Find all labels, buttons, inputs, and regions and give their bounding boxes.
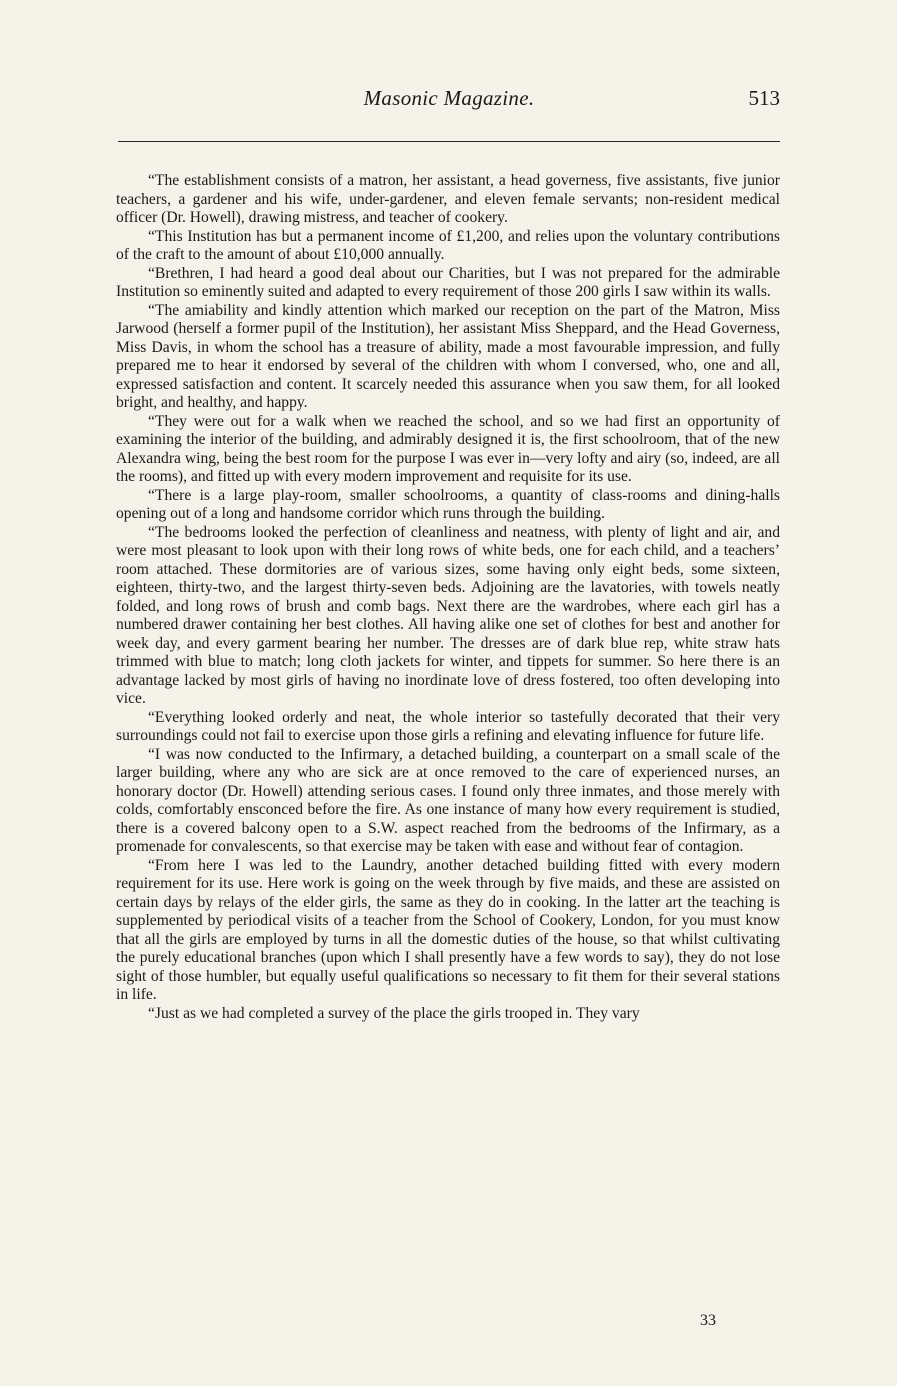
paragraph-reception: “The amiability and kindly attention which marked our reception on the part of the Matron, Miss Jarwood (herself a former pupil of the Institution), her assistant Miss Sheppard, and the Head Governess, Miss Davis, in whom the school has a treasure of ability, made a most favourable impression, and fully prepared me to hear it endorsed by several of the children with whom I conversed, who, one and all, expressed satisfaction and content. It scarcely needed this assurance when you saw them, for all looked bright, and healthy, and happy. — [116, 301, 780, 411]
paragraph-income: “This Institution has but a permanent income of £1,200, and relies upon the voluntary contributions of the craft to the amount of about £10,000 annually. — [116, 227, 780, 263]
paragraph-charities: “Brethren, I had heard a good deal about our Charities, but I was not prepared for the admirable Institution so eminently suited and adapted to every requirement of those 200 girls I saw within its walls. — [116, 264, 780, 300]
paragraph-laundry: “From here I was led to the Laundry, another detached building fitted with every modern requirement for its use. Here work is going on the week through by five maids, and these are assisted on certain days by relays of the elder girls, the same as they do in cooking. In the latter art the teaching is supplemented by periodical visits of a teacher from the School of Cookery, London, for you must know that all the girls are employed by turns in all the domestic duties of the house, so that whilst cultivating the purely educational branches (upon which I shall presently have a few words to say), they do not lose sight of those humbler, but equally useful qualifications so necessary to fit them for their several stations in life. — [116, 856, 780, 1003]
article-body — [116, 172, 780, 1023]
paragraph-schoolroom: “They were out for a walk when we reached the school, and so we had first an opportunity of examining the interior of the building, and admirably designed it is, the first schoolroom, that of the new Alexandra wing, being the best room for the purpose I was ever in—very lofty and airy (so, indeed, are all the rooms), and fitted up with every modern improvement and requisite for its use. — [116, 412, 780, 485]
paragraph-establishment: “The establishment consists of a matron, her assistant, a head governess, five assistants, five junior teachers, a gardener and his wife, under-gardener, and eleven female servants; non-resident medical officer (Dr. Howell), drawing mistress, and teacher of cookery. — [116, 172, 780, 226]
paragraph-bedrooms: “The bedrooms looked the perfection of cleanliness and neatness, with plenty of light and air, and were most pleasant to look upon with their long rows of white beds, one for each child, and a teachers’ room attached. These dormitories are of various sizes, some having only eight beds, some sixteen, eighteen, thirty-two, and the largest thirty-seven beds. Adjoining are the lavatories, with towels neatly folded, and long rows of brush and comb bags. Next there are the wardrobes, where each girl has a numbered drawer containing her best clothes. All having alike one set of clothes for best and another for week day, and every garment bearing her number. The dresses are of dark blue rep, white straw hats trimmed with blue to match; long cloth jackets for winter, and tippets for summer. So here there is an advantage lacked by most girls of having no inordinate love of dress fostered, too often developing into vice. — [116, 523, 780, 707]
paragraph-infirmary: “I was now conducted to the Infirmary, a detached building, a counterpart on a small scale of the larger building, where any who are sick are at once removed to the care of experienced nurses, an honorary doctor (Dr. Howell) attending serious cases. I found only three inmates, and those merely with colds, comfortably ensconced before the fire. As one instance of many how every requirement is studied, there is a covered balcony open to a S.W. aspect reached from the bedrooms of the Infirmary, as a promenade for convalescents, so that exercise may be taken with ease and without fear of contagion. — [116, 745, 780, 855]
paragraph-orderly: “Everything looked orderly and neat, the whole interior so tastefully decorated that their very surroundings could not fail to exercise upon those girls a refining and elevating influence for future life. — [116, 708, 780, 744]
header-rule — [118, 141, 780, 142]
running-title: Masonic Magazine. — [363, 86, 535, 110]
paragraph-girls-trooped: “Just as we had completed a survey of the place the girls trooped in. They vary — [148, 1004, 640, 1022]
signature-mark: 33 — [700, 1312, 716, 1329]
paragraph-play-room: “There is a large play-room, smaller schoolrooms, a quantity of class-rooms and dining-halls opening out of a long and handsome corridor which runs through the building. — [116, 486, 780, 522]
page-number: 513 — [748, 86, 780, 110]
page-header — [118, 86, 780, 120]
